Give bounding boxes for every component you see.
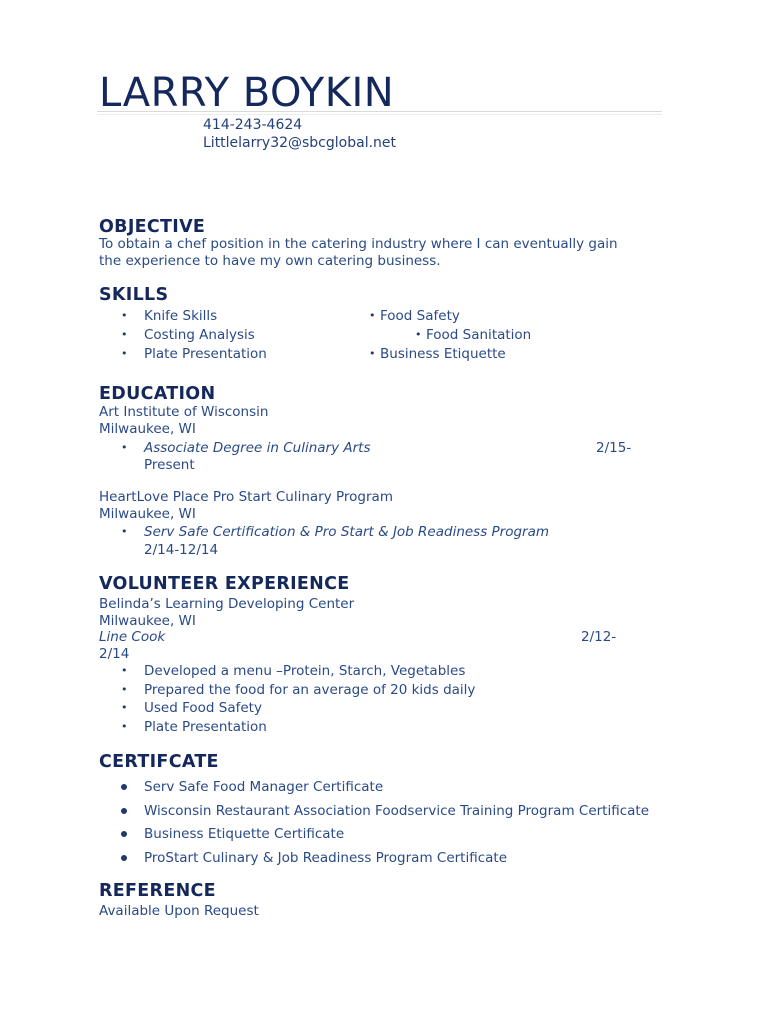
bullet-icon: • bbox=[121, 347, 128, 360]
email-address: Littlelarry32@sbcglobal.net bbox=[203, 135, 397, 151]
school-name: Art Institute of Wisconsin bbox=[99, 404, 269, 420]
duty-item: Used Food Safety bbox=[144, 700, 262, 716]
school-location: Milwaukee, WI bbox=[99, 421, 196, 437]
volunteer-location: Milwaukee, WI bbox=[99, 613, 196, 629]
degree-date-start: 2/15- bbox=[596, 440, 632, 456]
contact-block bbox=[203, 116, 396, 152]
volunteer-date-start: 2/12- bbox=[581, 629, 617, 645]
objective-line-2: the experience to have my own catering business. bbox=[99, 253, 441, 269]
bullet-icon: • bbox=[121, 701, 128, 714]
bullet-icon: • bbox=[415, 328, 422, 341]
program-dates: 2/14-12/14 bbox=[144, 542, 219, 558]
certificate-item: Serv Safe Food Manager Certificate bbox=[144, 779, 384, 795]
bullet-icon: • bbox=[369, 347, 376, 360]
bullet-icon: • bbox=[121, 664, 128, 677]
education-heading: EDUCATION bbox=[99, 384, 216, 404]
bullet-icon: • bbox=[121, 309, 128, 322]
degree-title: Associate Degree in Culinary Arts bbox=[144, 440, 371, 456]
skill-item: Food Safety bbox=[380, 308, 460, 324]
duty-item: Prepared the food for an average of 20 kids daily bbox=[144, 682, 476, 698]
reference-heading: REFERENCE bbox=[99, 881, 216, 901]
certificate-item: Business Etiquette Certificate bbox=[144, 826, 345, 842]
bullet-icon bbox=[121, 831, 127, 837]
volunteer-heading: VOLUNTEER EXPERIENCE bbox=[99, 574, 350, 594]
objective-heading: OBJECTIVE bbox=[99, 217, 206, 237]
bullet-icon: • bbox=[121, 441, 128, 454]
program-title: Serv Safe Certification & Pro Start & Job Readiness Program bbox=[144, 524, 550, 540]
bullet-icon bbox=[121, 855, 127, 861]
certificate-heading: CERTIFCATE bbox=[99, 752, 219, 772]
school-name: HeartLove Place Pro Start Culinary Program bbox=[99, 489, 393, 505]
certificate-item: Wisconsin Restaurant Association Foodservice Training Program Certificate bbox=[144, 803, 650, 819]
school-location: Milwaukee, WI bbox=[99, 506, 196, 522]
skill-item: Business Etiquette bbox=[380, 346, 506, 362]
volunteer-date-end: 2/14 bbox=[99, 646, 130, 662]
bullet-icon: • bbox=[369, 309, 376, 322]
volunteer-org: Belinda’s Learning Developing Center bbox=[99, 596, 355, 612]
bullet-icon bbox=[121, 784, 127, 790]
phone-number: 414-243-4624 bbox=[203, 117, 303, 133]
duty-item: Developed a menu –Protein, Starch, Vegetables bbox=[144, 663, 466, 679]
bullet-icon bbox=[121, 808, 127, 814]
header-divider-shadow bbox=[97, 114, 662, 115]
reference-text: Available Upon Request bbox=[99, 903, 259, 919]
bullet-icon: • bbox=[121, 683, 128, 696]
duty-item: Plate Presentation bbox=[144, 719, 267, 735]
objective-line-1: To obtain a chef position in the catering industry where I can eventually gain bbox=[99, 236, 618, 252]
candidate-name: LARRY BOYKIN bbox=[99, 70, 395, 116]
header-divider bbox=[97, 111, 662, 112]
certificate-item: ProStart Culinary & Job Readiness Program Certificate bbox=[144, 850, 508, 866]
bullet-icon: • bbox=[121, 328, 128, 341]
skill-item: Plate Presentation bbox=[144, 346, 267, 362]
degree-date-end: Present bbox=[144, 457, 195, 473]
bullet-icon: • bbox=[121, 525, 128, 538]
volunteer-role: Line Cook bbox=[99, 629, 166, 645]
bullet-icon: • bbox=[121, 720, 128, 733]
skills-heading: SKILLS bbox=[99, 285, 169, 305]
skill-item: Knife Skills bbox=[144, 308, 218, 324]
skill-item: Food Sanitation bbox=[426, 327, 532, 343]
skill-item: Costing Analysis bbox=[144, 327, 255, 343]
